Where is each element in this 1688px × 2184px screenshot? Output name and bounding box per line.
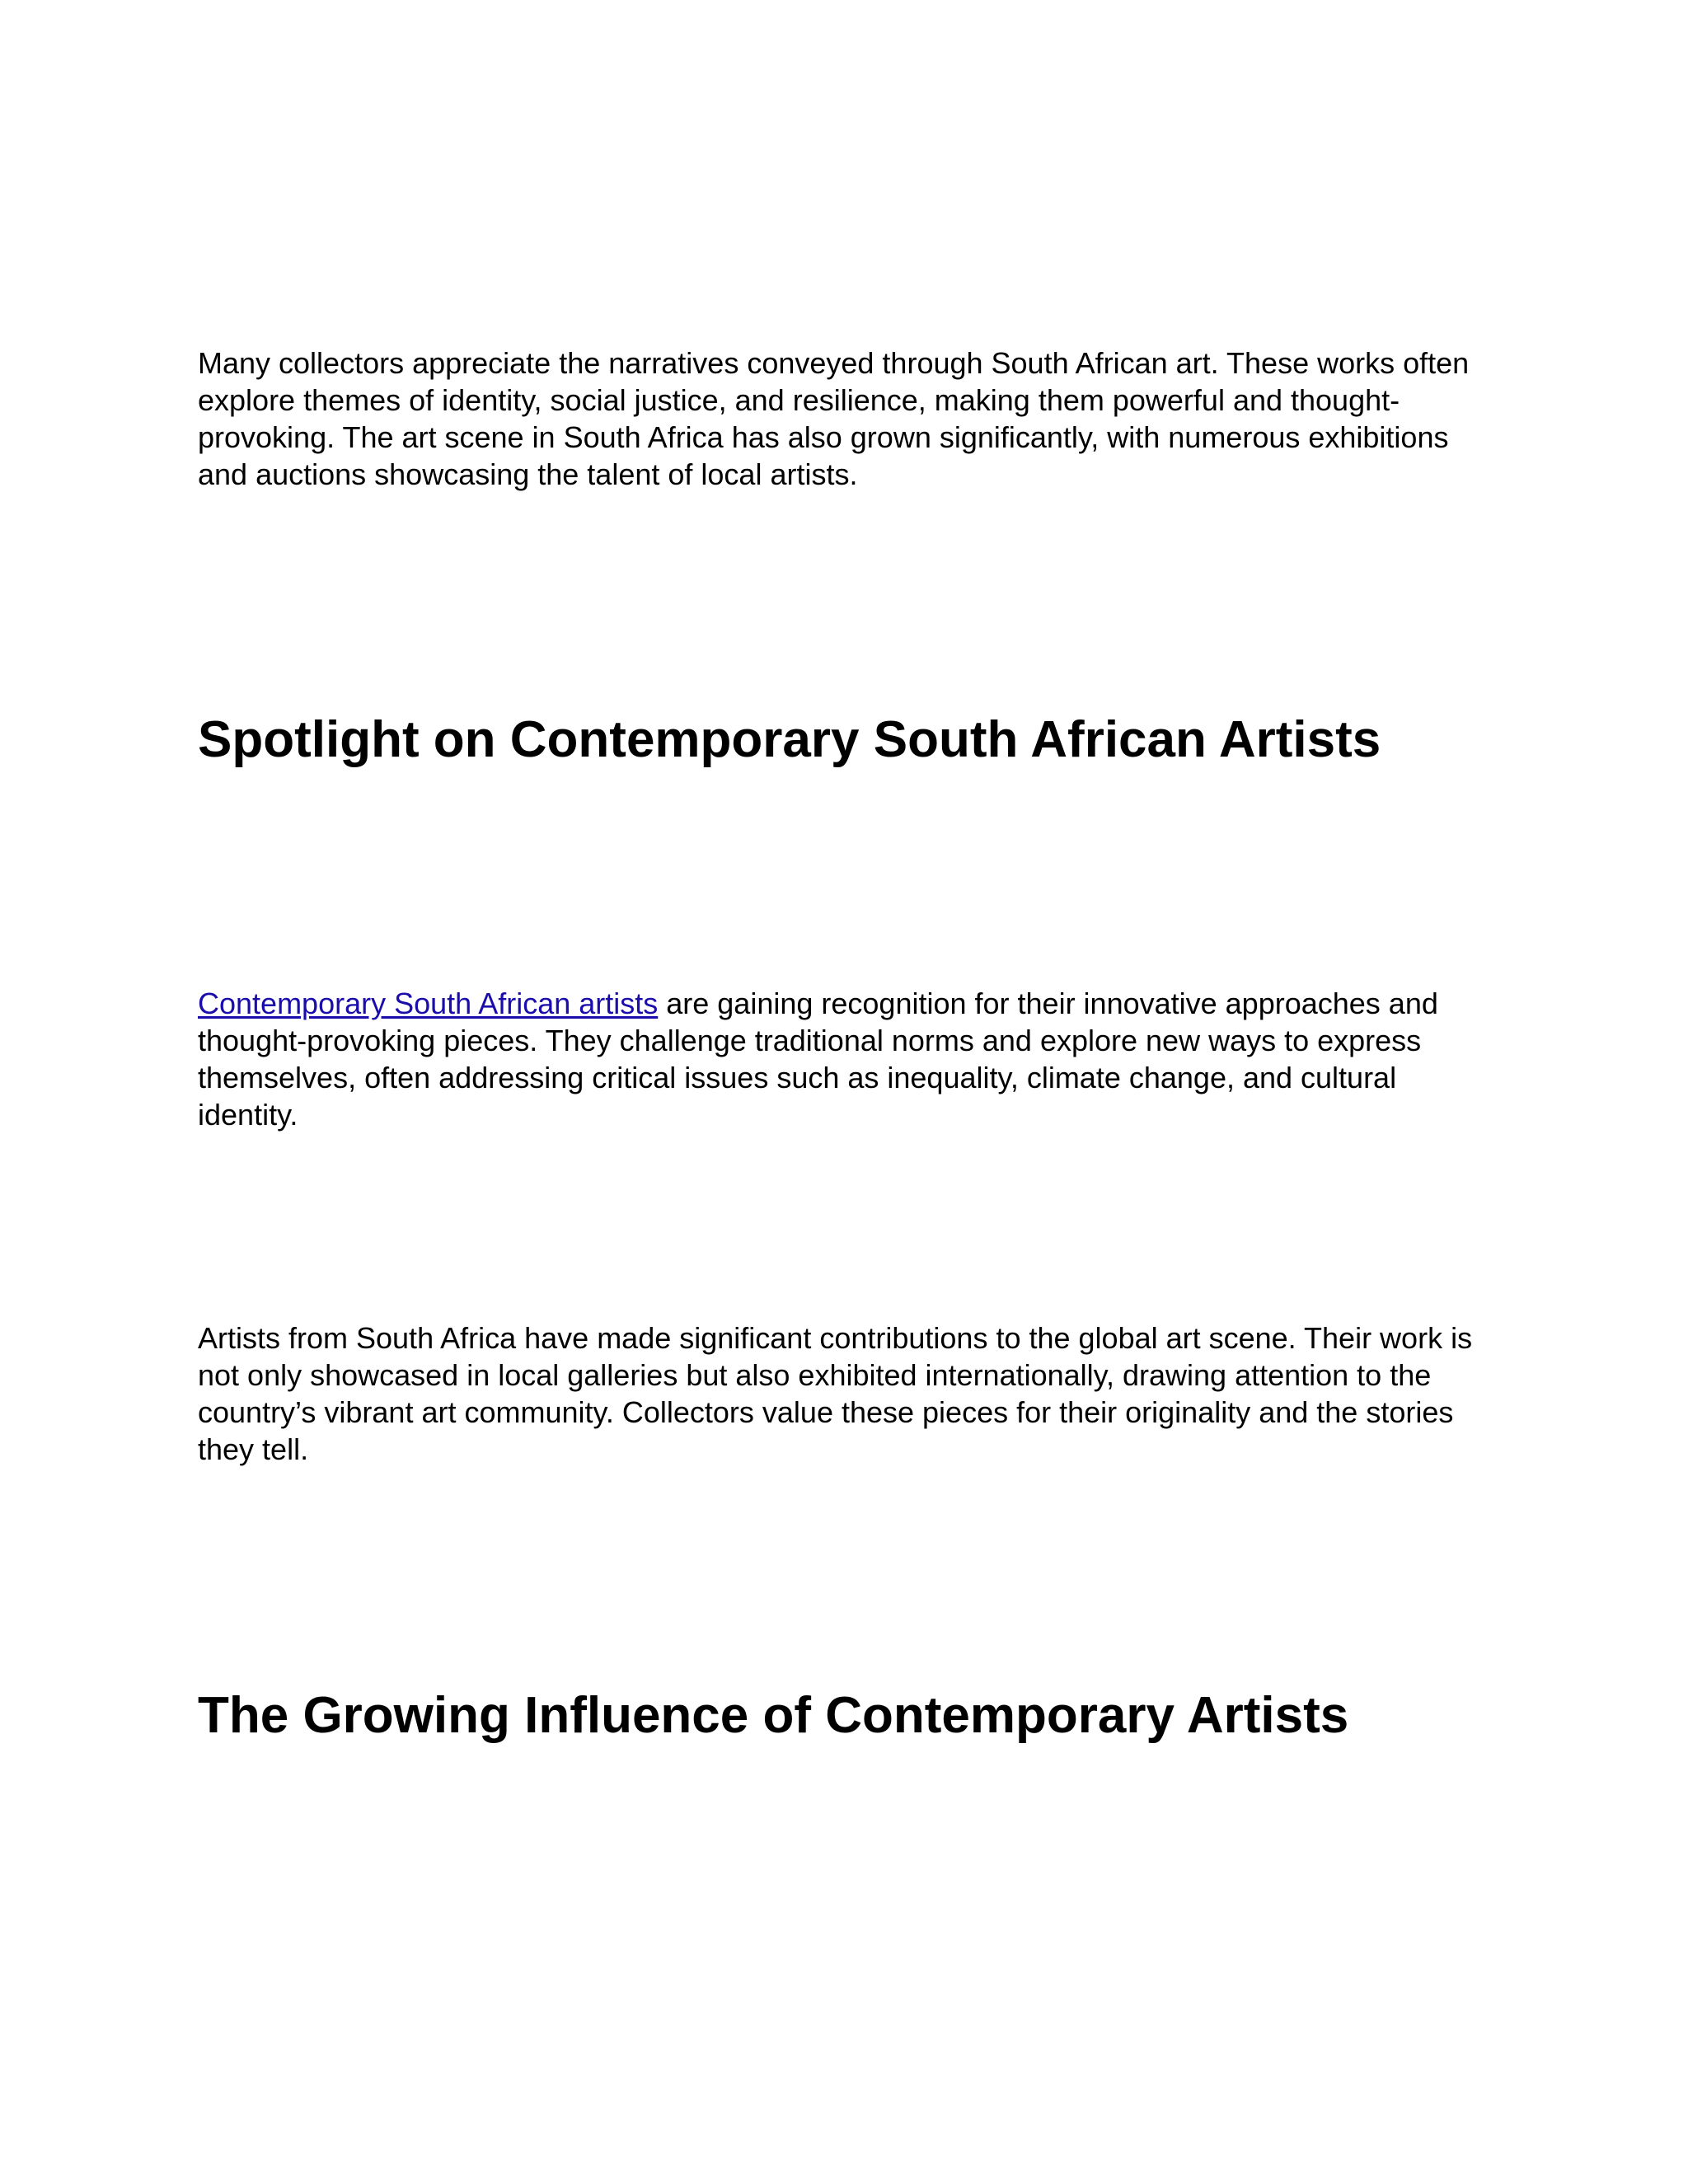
body-paragraph-contemporary-artists xyxy=(198,985,1492,1133)
body-paragraph-collectors: Many collectors appreciate the narratives conveyed through South African art. These works often explore themes of identity, social justice, and resilience, making them powerful and thought-provoking. The art scene in South Africa has also grown significantly, with numerous exhibitions and auctions showcasing the talent of local artists. xyxy=(198,346,1470,491)
section-heading-growing-influence: The Growing Influence of Contemporary Artists xyxy=(198,1687,1349,1744)
section-heading-spotlight: Spotlight on Contemporary South African Artists xyxy=(198,711,1381,768)
contemporary-artists-link[interactable]: Contemporary South African artists xyxy=(198,987,659,1020)
body-paragraph-global-contributions: Artists from South Africa have made significant contributions to the global art scene. Their work is not only showcased in local galleries but also exhibited internationally, drawing attention to the country’s vibrant art community. Collectors value these pieces for their originality and the stories they tell. xyxy=(198,1321,1473,1466)
body-paragraph-contemporary-artists-text: are gaining recognition for their innovative approaches and thought-provoking pieces. They challenge traditional norms and explore new ways to express themselves, often addressing critical issues such as inequality, climate change, and cultural identity. xyxy=(198,987,1438,1132)
